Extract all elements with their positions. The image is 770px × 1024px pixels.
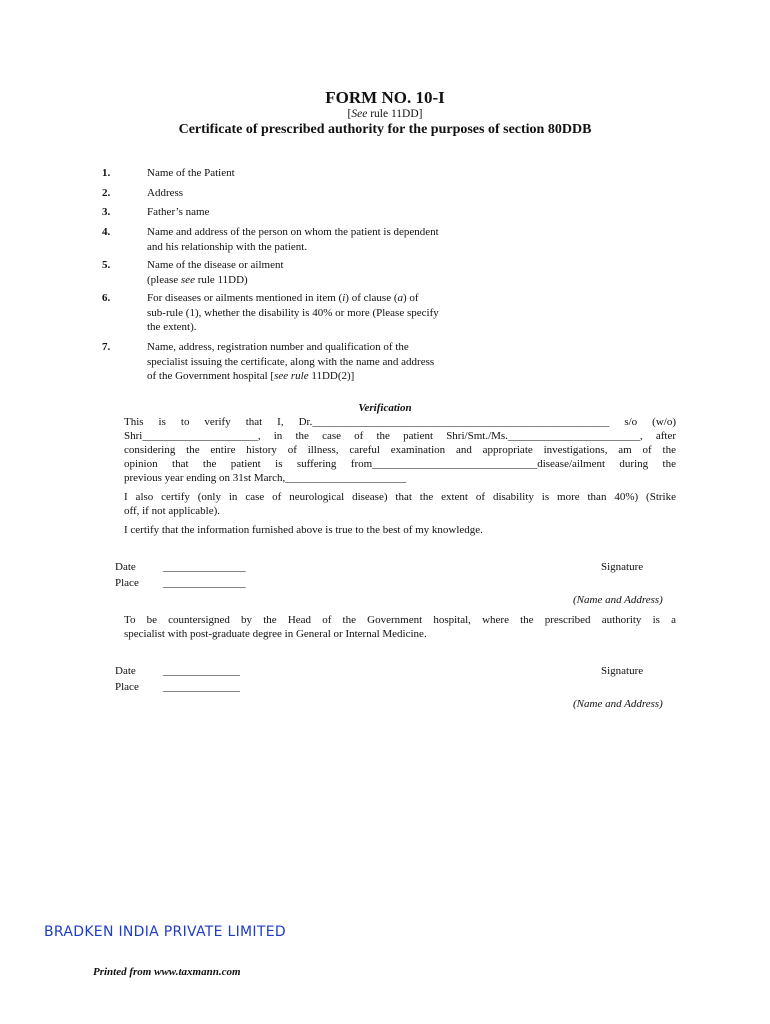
date-label: Date	[115, 561, 136, 573]
item-patient-name: Name of the Patient	[147, 167, 235, 179]
item-line: the extent).	[147, 321, 197, 333]
verification-line: opinion that the patient is suffering from______________________________disease/ailment during the	[124, 458, 676, 470]
neurological-certification	[124, 490, 676, 518]
countersign-line: specialist with post-graduate degree in General or Internal Medicine.	[124, 628, 427, 640]
neurological-line: off, if not applicable).	[124, 505, 221, 517]
item-line: For diseases or ailments mentioned in item (i) of clause (a) of	[147, 292, 419, 304]
item-fathers-name: Father’s name	[147, 206, 210, 218]
verification-line: considering the entire history of illness, careful examination and appropriate investigations, am of the	[124, 444, 676, 456]
place-label: Place	[115, 681, 139, 693]
printed-from-note: Printed from www.taxmann.com	[93, 966, 241, 978]
certify-statement: I certify that the information furnished above is true to the best of my knowledge.	[124, 524, 483, 536]
verification-line: This is to verify that I, Dr.______________________________________________________ s/o (w/o)	[124, 416, 676, 428]
item-line: Name, address, registration number and qualification of the	[147, 341, 409, 353]
place-blank: _______________	[163, 577, 246, 589]
countersign-note	[124, 613, 676, 641]
item-specialist-details	[147, 340, 507, 384]
place-blank: ______________	[163, 681, 240, 693]
item-dependent-person	[147, 225, 507, 254]
item-address: Address	[147, 187, 184, 199]
neurological-line: I also certify (only in case of neurological disease) that the extent of disability is more than 40%) (Strike	[124, 491, 676, 503]
item-number: 1.	[102, 167, 111, 179]
item-number: 5.	[102, 259, 111, 271]
item-disease	[147, 258, 507, 287]
date-blank: _______________	[163, 561, 246, 573]
see-rule-reference: [See rule 11DD]	[347, 108, 423, 120]
certificate-title: Certificate of prescribed authority for the purposes of section 80DDB	[178, 122, 592, 137]
signature-label: Signature	[601, 665, 644, 677]
item-line: of the Government hospital [see rule 11DD(2)]	[147, 370, 355, 382]
name-and-address-label: (Name and Address)	[573, 594, 663, 606]
verification-line: Shri_____________________, in the case of the patient Shri/Smt./Ms.________________________, after	[124, 430, 676, 442]
item-line: sub-rule (1), whether the disability is 40% or more (Please specify	[147, 306, 439, 319]
item-number: 2.	[102, 187, 111, 199]
item-disability-extent	[147, 291, 507, 335]
item-line: specialist issuing the certificate, along with the name and address	[147, 355, 435, 368]
verification-heading: Verification	[358, 402, 412, 414]
item-number: 3.	[102, 206, 111, 218]
date-blank: ______________	[163, 665, 240, 677]
item-number: 6.	[102, 292, 111, 304]
form-title: FORM NO. 10-I	[325, 88, 445, 107]
verification-paragraph	[124, 415, 676, 485]
item-line: Name of the disease or ailment	[147, 259, 284, 271]
item-line: and his relationship with the patient.	[147, 240, 308, 253]
item-number: 7.	[102, 341, 111, 353]
verification-line: previous year ending on 31st March,______________________	[124, 472, 407, 484]
item-number: 4.	[102, 226, 111, 238]
item-line: Name and address of the person on whom the patient is dependent	[147, 226, 439, 238]
countersign-line: To be countersigned by the Head of the Government hospital, where the prescribed authority is a	[124, 614, 676, 626]
place-label: Place	[115, 577, 139, 589]
company-name: BRADKEN INDIA PRIVATE LIMITED	[44, 924, 286, 940]
signature-label: Signature	[601, 561, 644, 573]
item-line: (please see rule 11DD)	[147, 273, 248, 286]
date-label: Date	[115, 665, 136, 677]
name-and-address-label: (Name and Address)	[573, 698, 663, 710]
